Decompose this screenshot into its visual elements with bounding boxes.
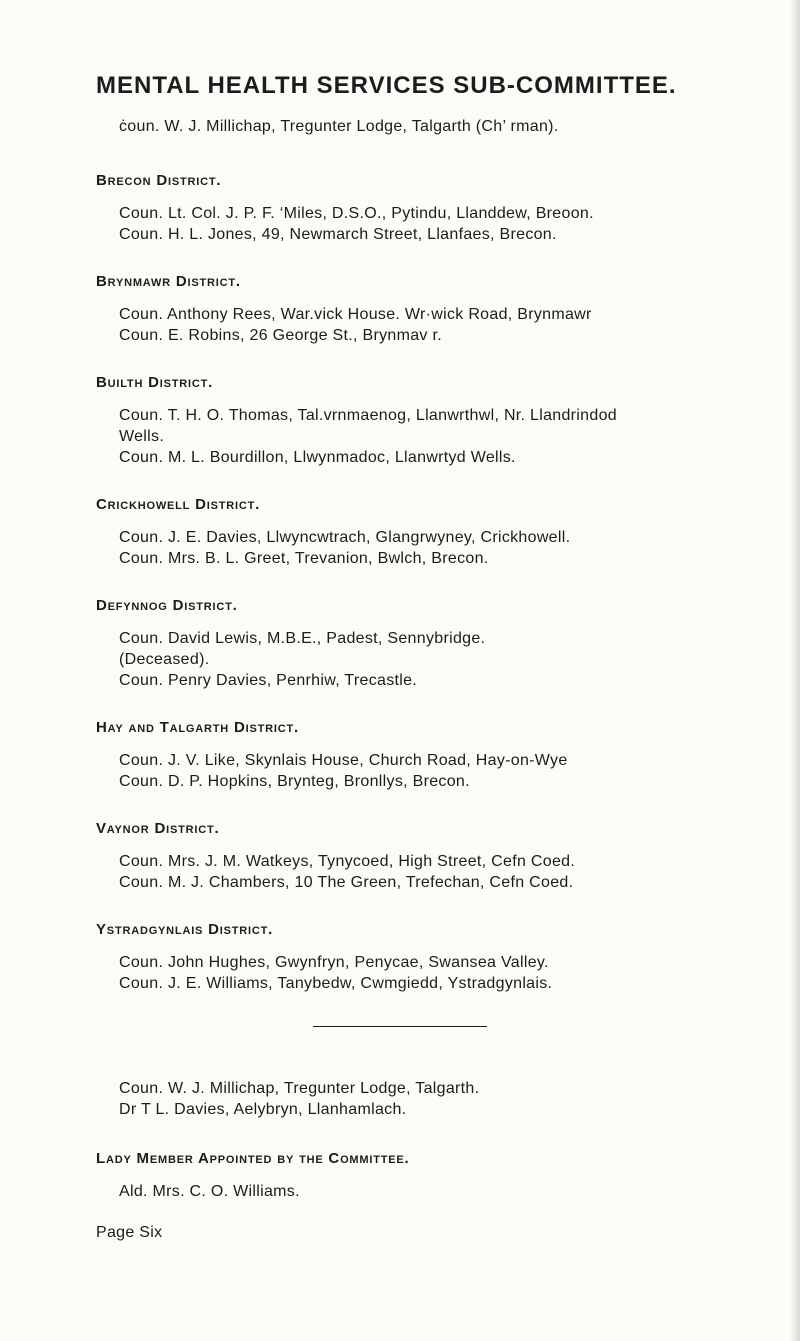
district-heading: Ystradgynlais District. (96, 921, 274, 938)
page-edge-shadow (790, 0, 800, 1341)
member-line: Coun. John Hughes, Gwynfryn, Penycae, Swansea Valley. (119, 954, 549, 971)
member-line: Coun. Mrs. J. M. Watkeys, Tynycoed, High Street, Cefn Coed. (119, 853, 576, 870)
member-line: Dr T L. Davies, Aelybryn, Llanhamlach. (119, 1101, 407, 1118)
lady-member-section (96, 1150, 786, 1202)
district-heading: Vaynor District. (96, 820, 220, 837)
district-heading: Builth District. (96, 374, 214, 391)
district-brynmawr (96, 273, 786, 346)
districts-list (96, 172, 786, 1022)
district-vaynor (96, 820, 786, 893)
member-line: Coun. David Lewis, M.B.E., Padest, Sennybridge. (Deceased). (119, 630, 486, 668)
page-number: Page Six (96, 1224, 163, 1241)
member-line: Coun. J. E. Williams, Tanybedw, Cwmgiedd, Ystradgynlais. (119, 975, 553, 992)
district-hay-talgarth (96, 719, 786, 792)
district-brecon (96, 172, 786, 245)
member-line: Coun. H. L. Jones, 49, Newmarch Street, Llanfaes, Brecon. (119, 226, 557, 243)
district-heading: Brecon District. (96, 172, 222, 189)
district-builth (96, 374, 786, 468)
district-heading: Hay and Talgarth District. (96, 719, 299, 736)
member-line: Coun. M. L. Bourdillon, Llwynmadoc, Llanwrtyd Wells. (119, 449, 516, 466)
section-divider (313, 1026, 487, 1027)
member-line: Coun. E. Robins, 26 George St., Brynmav r. (119, 327, 442, 344)
member-line: Coun. J. E. Davies, Llwyncwtrach, Glangrwyney, Crickhowell. (119, 529, 571, 546)
member-line: Coun. J. V. Like, Skynlais House, Church Road, Hay-on-Wye (119, 752, 568, 769)
member-line: Coun. Anthony Rees, War.vick House. Wr·wick Road, Brynmawr (119, 306, 592, 323)
district-defynnog (96, 597, 786, 691)
member-line: Coun. M. J. Chambers, 10 The Green, Trefechan, Cefn Coed. (119, 874, 574, 891)
member-line: Coun. T. H. O. Thomas, Tal.vrnmaenog, Llanwrthwl, Nr. Llandrindod Wells. (119, 407, 617, 445)
member-line: Coun. D. P. Hopkins, Brynteg, Bronllys, Brecon. (119, 773, 470, 790)
member-line: Ald. Mrs. C. O. Williams. (119, 1183, 300, 1200)
member-line: Coun. W. J. Millichap, Tregunter Lodge, Talgarth. (119, 1080, 480, 1097)
member-line: Coun. Lt. Col. J. P. F. ‘Miles, D.S.O., Pytindu, Llanddew, Breoon. (119, 205, 594, 222)
page-title: MENTAL HEALTH SERVICES SUB-COMMITTEE. (96, 72, 677, 99)
chairman-line: ċoun. W. J. Millichap, Tregunter Lodge, Talgarth (Ch’ rman). (119, 118, 559, 135)
lady-member-heading: Lady Member Appointed by the Committee. (96, 1150, 410, 1167)
district-ystradgynlais (96, 921, 786, 994)
additional-members (96, 1078, 786, 1120)
member-line: Coun. Penry Davies, Penrhiw, Trecastle. (119, 672, 418, 689)
district-crickhowell (96, 496, 786, 569)
district-heading: Crickhowell District. (96, 496, 261, 513)
district-heading: Brynmawr District. (96, 273, 241, 290)
member-line: Coun. Mrs. B. L. Greet, Trevanion, Bwlch, Brecon. (119, 550, 489, 567)
district-heading: Defynnog District. (96, 597, 238, 614)
